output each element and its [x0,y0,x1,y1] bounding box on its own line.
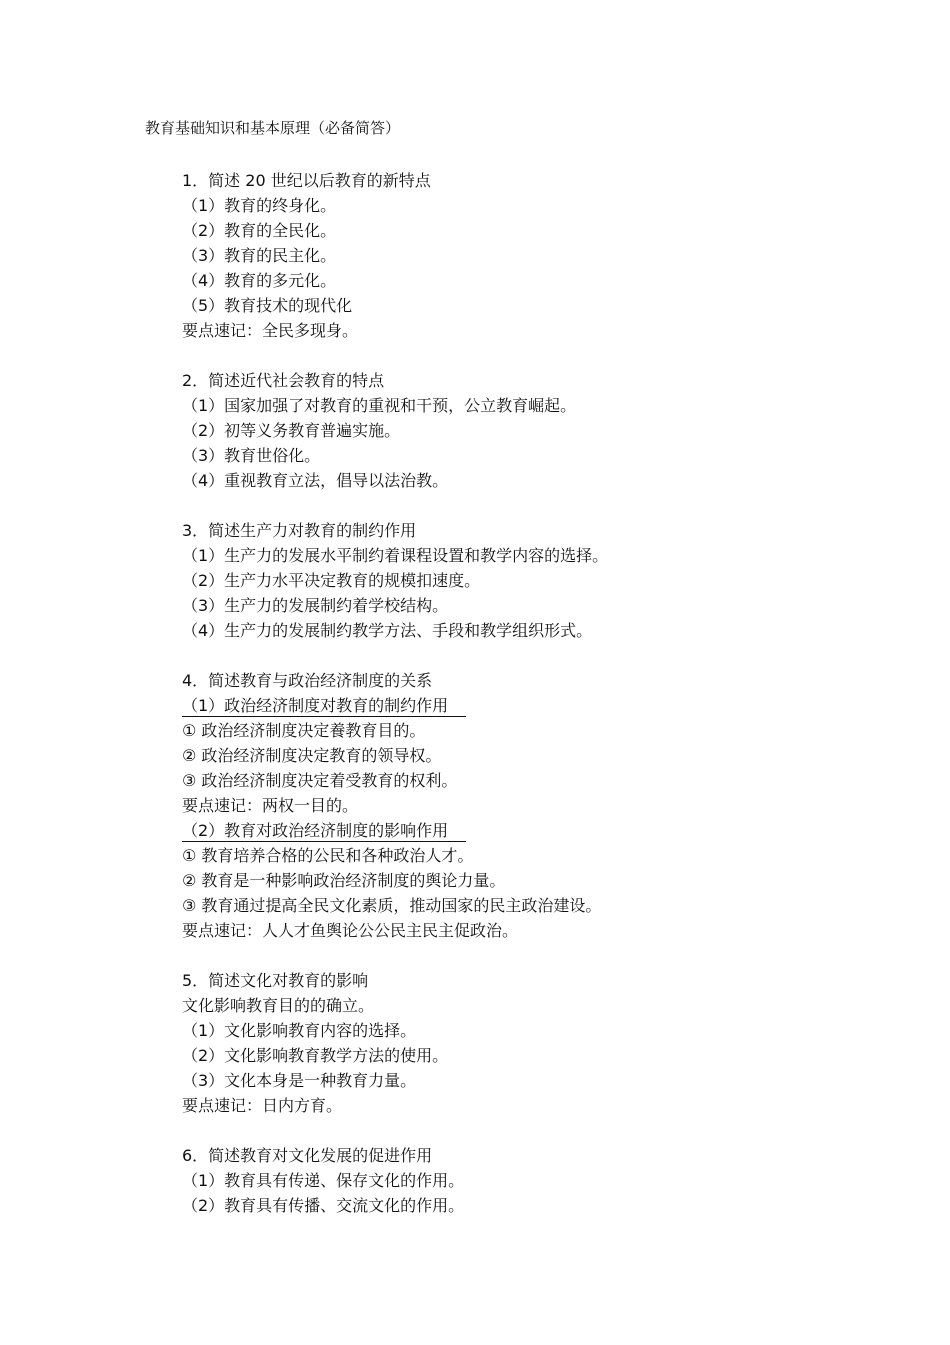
section-5-item: 文化影响教育目的的确立。 [182,996,375,1015]
section-4-heading: 4．简述教育与政治经济制度的关系 [182,671,433,690]
section-2-item: （1）国家加强了对教育的重视和干预，公立教育崛起。 [182,396,577,415]
section-1-item: （2）教育的全民化。 [182,221,337,240]
section-6-item: （1）教育具有传递、保存文化的作用。 [182,1171,465,1190]
section-1-heading: 1．简述 20 世纪以后教育的新特点 [182,171,431,190]
section-4-subheading [182,693,922,718]
section-gap [182,343,922,368]
section-1-item: （5）教育技术的现代化 [182,296,353,315]
subheading-text: （2）教育对政治经济制度的影响作用 [182,821,466,842]
section-5-item: （2）文化影响教育教学方法的使用。 [182,1046,449,1065]
section-2-heading: 2．简述近代社会教育的特点 [182,371,385,390]
section-1-item: （1）教育的终身化。 [182,196,337,215]
section-4-mnemonic: 要点速记：人人才鱼舆论公公民主民主促政治。 [182,921,519,940]
section-2-item: （4）重视教育立法，倡导以法治教。 [182,471,449,490]
section-4-mnemonic: 要点速记：两权一目的。 [182,796,359,815]
section-4-subheading [182,818,922,843]
section-2-item: （2）初等义务教育普遍实施。 [182,421,401,440]
section-4-item: ② 政治经济制度决定教育的领导权。 [182,746,442,765]
section-3-heading: 3．简述生产力对教育的制约作用 [182,521,417,540]
section-5-item: （1）文化影响教育内容的选择。 [182,1021,417,1040]
section-3-item: （4）生产力的发展制约教学方法、手段和教学组织形式。 [182,621,593,640]
section-5-mnemonic: 要点速记：日内方育。 [182,1096,343,1115]
section-1-mnemonic: 要点速记：全民多现身。 [182,321,359,340]
section-gap [182,943,922,968]
section-gap [182,643,922,668]
section-2-item: （3）教育世俗化。 [182,446,321,465]
section-gap [182,493,922,518]
section-4-item: ③ 政治经济制度决定着受教育的权利。 [182,771,458,790]
section-1-item: （4）教育的多元化。 [182,271,337,290]
section-1-item: （3）教育的民主化。 [182,246,337,265]
section-4-item: ② 教育是一种影响政治经济制度的舆论力量。 [182,871,506,890]
section-gap [182,1118,922,1143]
section-4-item: ① 政治经济制度决定養教育目的。 [182,721,426,740]
document-body [182,168,922,1218]
section-3-item: （1）生产力的发展水平制约着课程设置和教学内容的选择。 [182,546,609,565]
subheading-text: （1）政治经济制度对教育的制约作用 [182,696,466,717]
section-6-item: （2）教育具有传播、交流文化的作用。 [182,1196,465,1215]
section-5-item: （3）文化本身是一种教育力量。 [182,1071,417,1090]
section-6-heading: 6．简述教育对文化发展的促进作用 [182,1146,433,1165]
section-4-item: ① 教育培养合格的公民和各种政治人才。 [182,846,474,865]
section-4-item: ③ 教育通过提高全民文化素质，推动国家的民主政治建设。 [182,896,602,915]
section-5-heading: 5．简述文化对教育的影响 [182,971,369,990]
section-3-item: （2）生产力水平决定教育的规模扣速度。 [182,571,481,590]
document-title: 教育基础知识和基本原理（必备简答） [145,119,401,137]
section-3-item: （3）生产力的发展制约着学校结构。 [182,596,449,615]
